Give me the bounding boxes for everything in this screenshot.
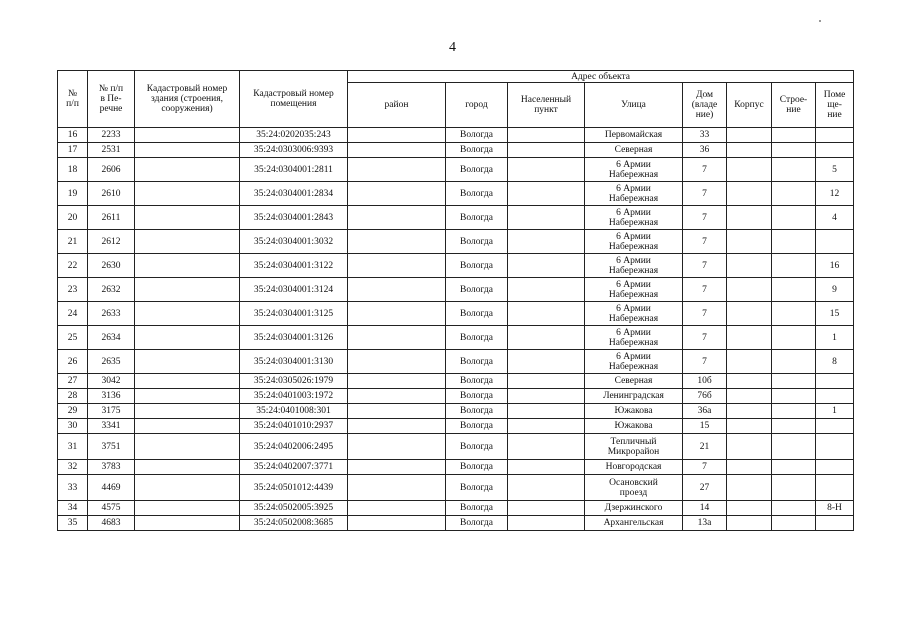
row-room-cadastral: 35:24:0401010:2937 — [240, 419, 348, 434]
row-room — [816, 460, 854, 475]
row-house: 10б — [683, 374, 727, 389]
row-settlement — [508, 326, 585, 350]
row-num: 35 — [58, 516, 88, 531]
row-street: 6 Армии Набережная — [585, 158, 683, 182]
row-stroenie — [772, 230, 816, 254]
row-korpus — [727, 419, 772, 434]
row-num: 22 — [58, 254, 88, 278]
row-district — [348, 143, 446, 158]
row-house: 7 — [683, 460, 727, 475]
row-list-num: 3042 — [88, 374, 135, 389]
row-list-num: 4683 — [88, 516, 135, 531]
table-row — [58, 374, 854, 389]
header-stroenie: Строе- ние — [772, 83, 816, 128]
table-row — [58, 516, 854, 531]
table-row — [58, 460, 854, 475]
row-district — [348, 158, 446, 182]
row-settlement — [508, 389, 585, 404]
row-room-cadastral: 35:24:0304001:3125 — [240, 302, 348, 326]
row-list-num: 2634 — [88, 326, 135, 350]
row-korpus — [727, 302, 772, 326]
header-num: № п/п — [58, 71, 88, 128]
row-list-num: 2632 — [88, 278, 135, 302]
row-stroenie — [772, 206, 816, 230]
row-room-cadastral: 35:24:0303006:9393 — [240, 143, 348, 158]
row-korpus — [727, 254, 772, 278]
row-room-cadastral: 35:24:0304001:2834 — [240, 182, 348, 206]
row-room — [816, 434, 854, 460]
row-num: 31 — [58, 434, 88, 460]
row-room-cadastral: 35:24:0202035:243 — [240, 128, 348, 143]
row-house: 7 — [683, 326, 727, 350]
row-settlement — [508, 404, 585, 419]
row-stroenie — [772, 128, 816, 143]
row-building-cadastral — [135, 143, 240, 158]
row-city: Вологда — [446, 128, 508, 143]
row-stroenie — [772, 404, 816, 419]
row-room: 15 — [816, 302, 854, 326]
row-building-cadastral — [135, 460, 240, 475]
header-korpus: Корпус — [727, 83, 772, 128]
table-row — [58, 206, 854, 230]
row-num: 20 — [58, 206, 88, 230]
row-district — [348, 350, 446, 374]
row-settlement — [508, 254, 585, 278]
header-district: район — [348, 83, 446, 128]
row-room: 8 — [816, 350, 854, 374]
row-building-cadastral — [135, 182, 240, 206]
row-house: 21 — [683, 434, 727, 460]
row-house: 13а — [683, 516, 727, 531]
row-district — [348, 389, 446, 404]
row-korpus — [727, 128, 772, 143]
row-house: 7 — [683, 350, 727, 374]
table-row — [58, 302, 854, 326]
row-korpus — [727, 475, 772, 501]
row-building-cadastral — [135, 389, 240, 404]
row-street: Архангельская — [585, 516, 683, 531]
row-district — [348, 434, 446, 460]
row-building-cadastral — [135, 516, 240, 531]
row-house: 7 — [683, 230, 727, 254]
row-num: 25 — [58, 326, 88, 350]
row-building-cadastral — [135, 158, 240, 182]
row-room — [816, 419, 854, 434]
table-row — [58, 404, 854, 419]
row-street: 6 Армии Набережная — [585, 278, 683, 302]
row-house: 7 — [683, 182, 727, 206]
row-room-cadastral: 35:24:0401003:1972 — [240, 389, 348, 404]
row-num: 24 — [58, 302, 88, 326]
row-house: 36а — [683, 404, 727, 419]
row-building-cadastral — [135, 254, 240, 278]
row-house: 7 — [683, 206, 727, 230]
row-num: 23 — [58, 278, 88, 302]
row-house: 7 — [683, 278, 727, 302]
row-stroenie — [772, 475, 816, 501]
row-district — [348, 230, 446, 254]
row-house: 27 — [683, 475, 727, 501]
header-room-cadastral: Кадастровый номер помещения — [240, 71, 348, 128]
header-room: Поме ще- ние — [816, 83, 854, 128]
row-list-num: 3783 — [88, 460, 135, 475]
row-num: 21 — [58, 230, 88, 254]
row-room-cadastral: 35:24:0402007:3771 — [240, 460, 348, 475]
row-street: Новгородская — [585, 460, 683, 475]
row-korpus — [727, 230, 772, 254]
row-district — [348, 302, 446, 326]
row-num: 32 — [58, 460, 88, 475]
row-district — [348, 475, 446, 501]
row-list-num: 2612 — [88, 230, 135, 254]
row-korpus — [727, 434, 772, 460]
row-korpus — [727, 516, 772, 531]
table-row — [58, 350, 854, 374]
row-district — [348, 374, 446, 389]
row-street: Тепличный Микрорайон — [585, 434, 683, 460]
table-row — [58, 475, 854, 501]
row-city: Вологда — [446, 158, 508, 182]
row-room: 4 — [816, 206, 854, 230]
scan-speck — [819, 20, 821, 22]
row-city: Вологда — [446, 326, 508, 350]
row-settlement — [508, 230, 585, 254]
row-stroenie — [772, 350, 816, 374]
row-list-num: 3136 — [88, 389, 135, 404]
row-list-num: 2630 — [88, 254, 135, 278]
row-district — [348, 254, 446, 278]
table-header — [58, 71, 854, 128]
row-street: Северная — [585, 374, 683, 389]
row-settlement — [508, 302, 585, 326]
row-city: Вологда — [446, 350, 508, 374]
table-row — [58, 254, 854, 278]
row-street: 6 Армии Набережная — [585, 350, 683, 374]
row-district — [348, 419, 446, 434]
row-korpus — [727, 182, 772, 206]
row-list-num: 2531 — [88, 143, 135, 158]
row-stroenie — [772, 278, 816, 302]
row-city: Вологда — [446, 302, 508, 326]
row-building-cadastral — [135, 374, 240, 389]
header-street: Улица — [585, 83, 683, 128]
table-row — [58, 419, 854, 434]
header-list-num: № п/п в Пе- речне — [88, 71, 135, 128]
row-street: Южакова — [585, 419, 683, 434]
row-num: 30 — [58, 419, 88, 434]
row-city: Вологда — [446, 404, 508, 419]
row-room-cadastral: 35:24:0402006:2495 — [240, 434, 348, 460]
row-korpus — [727, 374, 772, 389]
row-settlement — [508, 460, 585, 475]
row-street: Ленинградская — [585, 389, 683, 404]
row-settlement — [508, 374, 585, 389]
row-city: Вологда — [446, 501, 508, 516]
registry-table — [57, 70, 854, 531]
row-num: 16 — [58, 128, 88, 143]
row-district — [348, 128, 446, 143]
row-city: Вологда — [446, 374, 508, 389]
row-street: Дзержинского — [585, 501, 683, 516]
row-korpus — [727, 143, 772, 158]
row-stroenie — [772, 501, 816, 516]
row-room-cadastral: 35:24:0304001:3032 — [240, 230, 348, 254]
row-list-num: 2635 — [88, 350, 135, 374]
row-building-cadastral — [135, 128, 240, 143]
row-settlement — [508, 516, 585, 531]
row-list-num: 3751 — [88, 434, 135, 460]
row-korpus — [727, 460, 772, 475]
row-building-cadastral — [135, 206, 240, 230]
row-room-cadastral: 35:24:0502008:3685 — [240, 516, 348, 531]
row-building-cadastral — [135, 350, 240, 374]
row-settlement — [508, 419, 585, 434]
table-body — [58, 128, 854, 531]
row-room — [816, 516, 854, 531]
row-city: Вологда — [446, 475, 508, 501]
row-district — [348, 404, 446, 419]
row-settlement — [508, 158, 585, 182]
row-district — [348, 460, 446, 475]
row-korpus — [727, 501, 772, 516]
row-district — [348, 501, 446, 516]
row-city: Вологда — [446, 278, 508, 302]
table-row — [58, 230, 854, 254]
row-list-num: 3175 — [88, 404, 135, 419]
row-district — [348, 182, 446, 206]
row-house: 33 — [683, 128, 727, 143]
table-row — [58, 128, 854, 143]
row-korpus — [727, 404, 772, 419]
row-building-cadastral — [135, 278, 240, 302]
row-room: 5 — [816, 158, 854, 182]
row-stroenie — [772, 419, 816, 434]
row-room-cadastral: 35:24:0501012:4439 — [240, 475, 348, 501]
row-city: Вологда — [446, 389, 508, 404]
row-city: Вологда — [446, 230, 508, 254]
row-korpus — [727, 350, 772, 374]
row-room-cadastral: 35:24:0304001:3122 — [240, 254, 348, 278]
row-num: 17 — [58, 143, 88, 158]
row-house: 14 — [683, 501, 727, 516]
row-settlement — [508, 501, 585, 516]
row-list-num: 3341 — [88, 419, 135, 434]
row-building-cadastral — [135, 230, 240, 254]
row-stroenie — [772, 516, 816, 531]
row-num: 28 — [58, 389, 88, 404]
table-row — [58, 501, 854, 516]
row-list-num: 2606 — [88, 158, 135, 182]
row-street: 6 Армии Набережная — [585, 326, 683, 350]
row-room: 9 — [816, 278, 854, 302]
row-building-cadastral — [135, 475, 240, 501]
row-settlement — [508, 182, 585, 206]
row-list-num: 2233 — [88, 128, 135, 143]
row-city: Вологда — [446, 182, 508, 206]
row-num: 29 — [58, 404, 88, 419]
row-settlement — [508, 143, 585, 158]
header-settlement: Населенный пункт — [508, 83, 585, 128]
row-num: 18 — [58, 158, 88, 182]
table-row — [58, 389, 854, 404]
row-room: 12 — [816, 182, 854, 206]
row-building-cadastral — [135, 302, 240, 326]
table-row — [58, 434, 854, 460]
row-korpus — [727, 389, 772, 404]
row-house: 7 — [683, 254, 727, 278]
row-house: 76б — [683, 389, 727, 404]
row-korpus — [727, 326, 772, 350]
row-street: 6 Армии Набережная — [585, 302, 683, 326]
row-room-cadastral: 35:24:0502005:3925 — [240, 501, 348, 516]
row-room-cadastral: 35:24:0304001:3126 — [240, 326, 348, 350]
header-address-group: Адрес объекта — [348, 71, 854, 83]
row-list-num: 2611 — [88, 206, 135, 230]
row-korpus — [727, 278, 772, 302]
row-stroenie — [772, 374, 816, 389]
row-street: 6 Армии Набережная — [585, 182, 683, 206]
row-room: 1 — [816, 326, 854, 350]
row-list-num: 4469 — [88, 475, 135, 501]
row-building-cadastral — [135, 501, 240, 516]
row-city: Вологда — [446, 516, 508, 531]
row-city: Вологда — [446, 254, 508, 278]
row-room-cadastral: 35:24:0304001:2843 — [240, 206, 348, 230]
row-settlement — [508, 128, 585, 143]
row-street: 6 Армии Набережная — [585, 206, 683, 230]
row-stroenie — [772, 302, 816, 326]
header-city: город — [446, 83, 508, 128]
row-room: 16 — [816, 254, 854, 278]
row-district — [348, 206, 446, 230]
table-row — [58, 278, 854, 302]
row-stroenie — [772, 182, 816, 206]
row-korpus — [727, 206, 772, 230]
row-city: Вологда — [446, 419, 508, 434]
row-house: 15 — [683, 419, 727, 434]
row-settlement — [508, 278, 585, 302]
table-row — [58, 143, 854, 158]
row-district — [348, 278, 446, 302]
row-city: Вологда — [446, 460, 508, 475]
row-room-cadastral: 35:24:0304001:2811 — [240, 158, 348, 182]
header-house: Дом (владе ние) — [683, 83, 727, 128]
row-room-cadastral: 35:24:0304001:3130 — [240, 350, 348, 374]
row-city: Вологда — [446, 206, 508, 230]
row-street: 6 Армии Набережная — [585, 254, 683, 278]
row-city: Вологда — [446, 434, 508, 460]
table-row — [58, 326, 854, 350]
row-korpus — [727, 158, 772, 182]
row-list-num: 2633 — [88, 302, 135, 326]
row-list-num: 4575 — [88, 501, 135, 516]
row-room — [816, 230, 854, 254]
row-settlement — [508, 475, 585, 501]
row-list-num: 2610 — [88, 182, 135, 206]
row-num: 26 — [58, 350, 88, 374]
row-district — [348, 516, 446, 531]
row-room-cadastral: 35:24:0304001:3124 — [240, 278, 348, 302]
row-room — [816, 128, 854, 143]
row-street: Осановский проезд — [585, 475, 683, 501]
page-number: 4 — [449, 40, 456, 55]
row-room-cadastral: 35:24:0305026:1979 — [240, 374, 348, 389]
row-room — [816, 374, 854, 389]
row-stroenie — [772, 254, 816, 278]
row-room — [816, 475, 854, 501]
row-room: 8-Н — [816, 501, 854, 516]
table-row — [58, 182, 854, 206]
row-num: 27 — [58, 374, 88, 389]
row-building-cadastral — [135, 326, 240, 350]
row-house: 36 — [683, 143, 727, 158]
row-city: Вологда — [446, 143, 508, 158]
row-stroenie — [772, 158, 816, 182]
row-district — [348, 326, 446, 350]
table-row — [58, 158, 854, 182]
row-house: 7 — [683, 158, 727, 182]
row-settlement — [508, 434, 585, 460]
row-settlement — [508, 206, 585, 230]
row-building-cadastral — [135, 404, 240, 419]
row-building-cadastral — [135, 434, 240, 460]
row-street: 6 Армии Набережная — [585, 230, 683, 254]
row-street: Северная — [585, 143, 683, 158]
row-room — [816, 143, 854, 158]
header-building-cadastral: Кадастровый номер здания (строения, сооружения) — [135, 71, 240, 128]
row-room-cadastral: 35:24:0401008:301 — [240, 404, 348, 419]
row-room — [816, 389, 854, 404]
row-stroenie — [772, 389, 816, 404]
row-stroenie — [772, 460, 816, 475]
row-room: 1 — [816, 404, 854, 419]
row-num: 19 — [58, 182, 88, 206]
row-stroenie — [772, 434, 816, 460]
row-house: 7 — [683, 302, 727, 326]
row-street: Первомайская — [585, 128, 683, 143]
row-building-cadastral — [135, 419, 240, 434]
row-num: 33 — [58, 475, 88, 501]
row-stroenie — [772, 143, 816, 158]
row-num: 34 — [58, 501, 88, 516]
row-street: Южакова — [585, 404, 683, 419]
row-settlement — [508, 350, 585, 374]
row-stroenie — [772, 326, 816, 350]
